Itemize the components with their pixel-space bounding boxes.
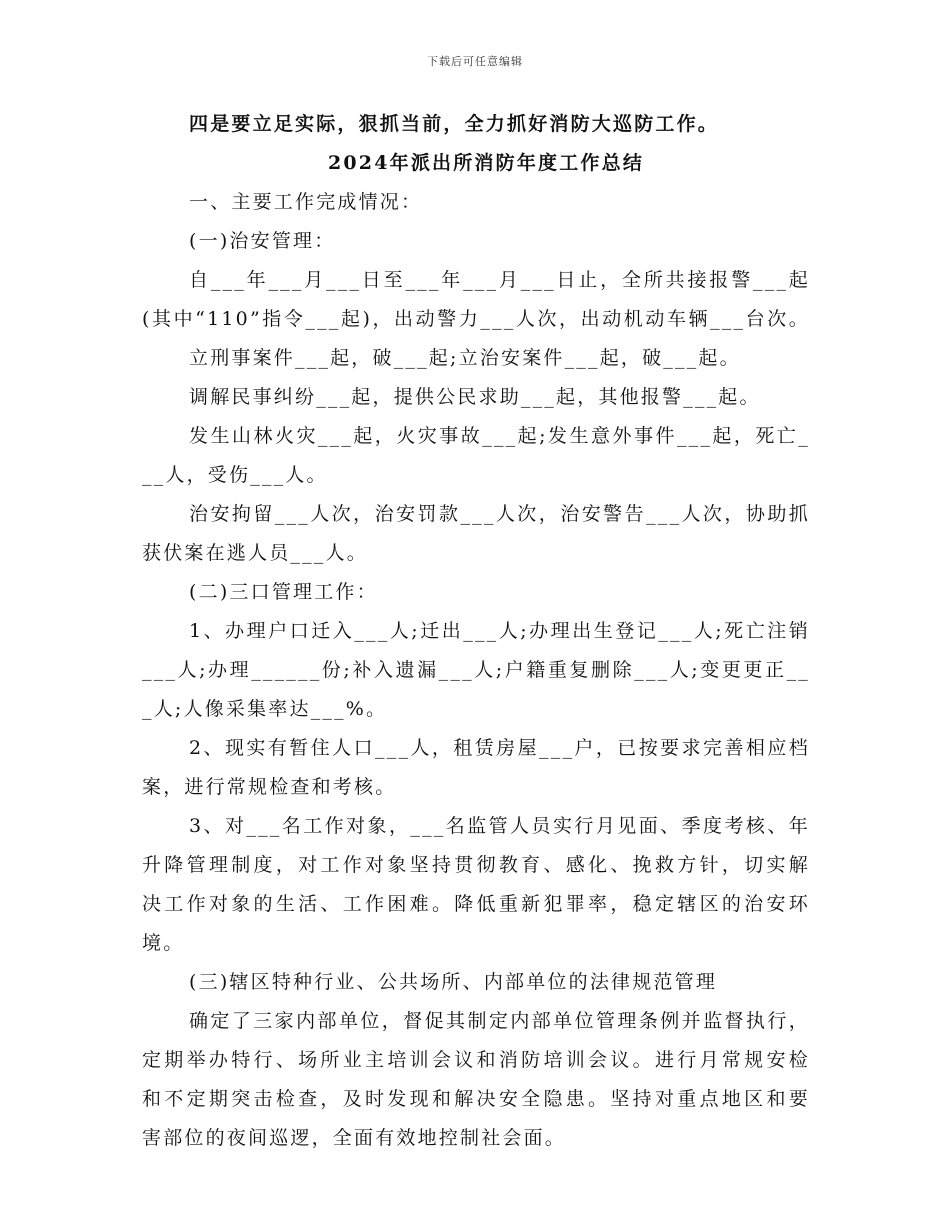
- paragraph-line: 治安拘留___人次，治安罚款___人次，治安警告___人次，协助抓: [189, 503, 810, 525]
- paragraph-line: (其中“110”指令___起)，出动警力___人次，出动机动车辆___台次。: [142, 308, 810, 330]
- subsection-heading-3: (三)辖区特种行业、公共场所、内部单位的法律规范管理: [189, 971, 718, 993]
- paragraph-line: 害部位的夜间巡逻，全面有效地控制社会面。: [142, 1127, 567, 1149]
- paragraph-line: 获伏案在逃人员___人。: [142, 542, 368, 564]
- subsection-heading-1: (一)治安管理：: [189, 230, 336, 252]
- paragraph-line: 决工作对象的生活、工作困难。降低重新犯罪率，稳定辖区的治安环: [142, 893, 810, 915]
- paragraph-line: 案，进行常规检查和考核。: [142, 776, 397, 798]
- section-heading-1: 一、主要工作完成情况：: [189, 191, 423, 213]
- page-header: 下载后可任意编辑: [427, 55, 523, 68]
- paragraph-line: 发生山林火灾___起，火灾事故___起;发生意外事件___起，死亡_: [189, 425, 810, 447]
- paragraph-line: 确定了三家内部单位，督促其制定内部单位管理条例并监督执行，: [189, 1010, 810, 1032]
- paragraph-line: 2、现实有暂住人口___人，租赁房屋___户，已按要求完善相应档: [189, 737, 810, 759]
- paragraph-line: 定期举办特行、场所业主培训会议和消防培训会议。进行月常规安检: [142, 1049, 810, 1071]
- intro-bold-line: 四是要立足实际，狠抓当前，全力抓好消防大巡防工作。: [189, 113, 720, 135]
- paragraph-line: 1、办理户口迁入___人;迁出___人;办理出生登记___人;死亡注销: [189, 620, 810, 642]
- paragraph-line: 立刑事案件___起，破___起;立治安案件___起，破___起。: [189, 347, 741, 369]
- paragraph-line: _人;人像采集率达___%。: [142, 698, 388, 720]
- paragraph-line: ___人;办理______份;补入遗漏___人;户籍重复删除___人;变更更正__: [142, 659, 810, 681]
- subsection-heading-2: (二)三口管理工作：: [189, 581, 378, 603]
- paragraph-line: 调解民事纠纷___起，提供公民求助___起，其他报警___起。: [189, 386, 761, 408]
- paragraph-line: 和不定期突击检查，及时发现和解决安全隐患。坚持对重点地区和要: [142, 1088, 810, 1110]
- paragraph-line: __人，受伤___人。: [142, 464, 328, 486]
- paragraph-line: 3、对___名工作对象，___名监管人员实行月见面、季度考核、年: [189, 815, 810, 837]
- paragraph-line: 升降管理制度，对工作对象坚持贯彻教育、感化、挽救方针，切实解: [142, 854, 810, 876]
- paragraph-line: 境。: [142, 932, 185, 954]
- paragraph-line: 自___年___月___日至___年___月___日止，全所共接报警___起: [189, 269, 810, 291]
- document-title: 2024年派出所消防年度工作总结: [327, 152, 645, 174]
- document-body: [142, 105, 810, 1158]
